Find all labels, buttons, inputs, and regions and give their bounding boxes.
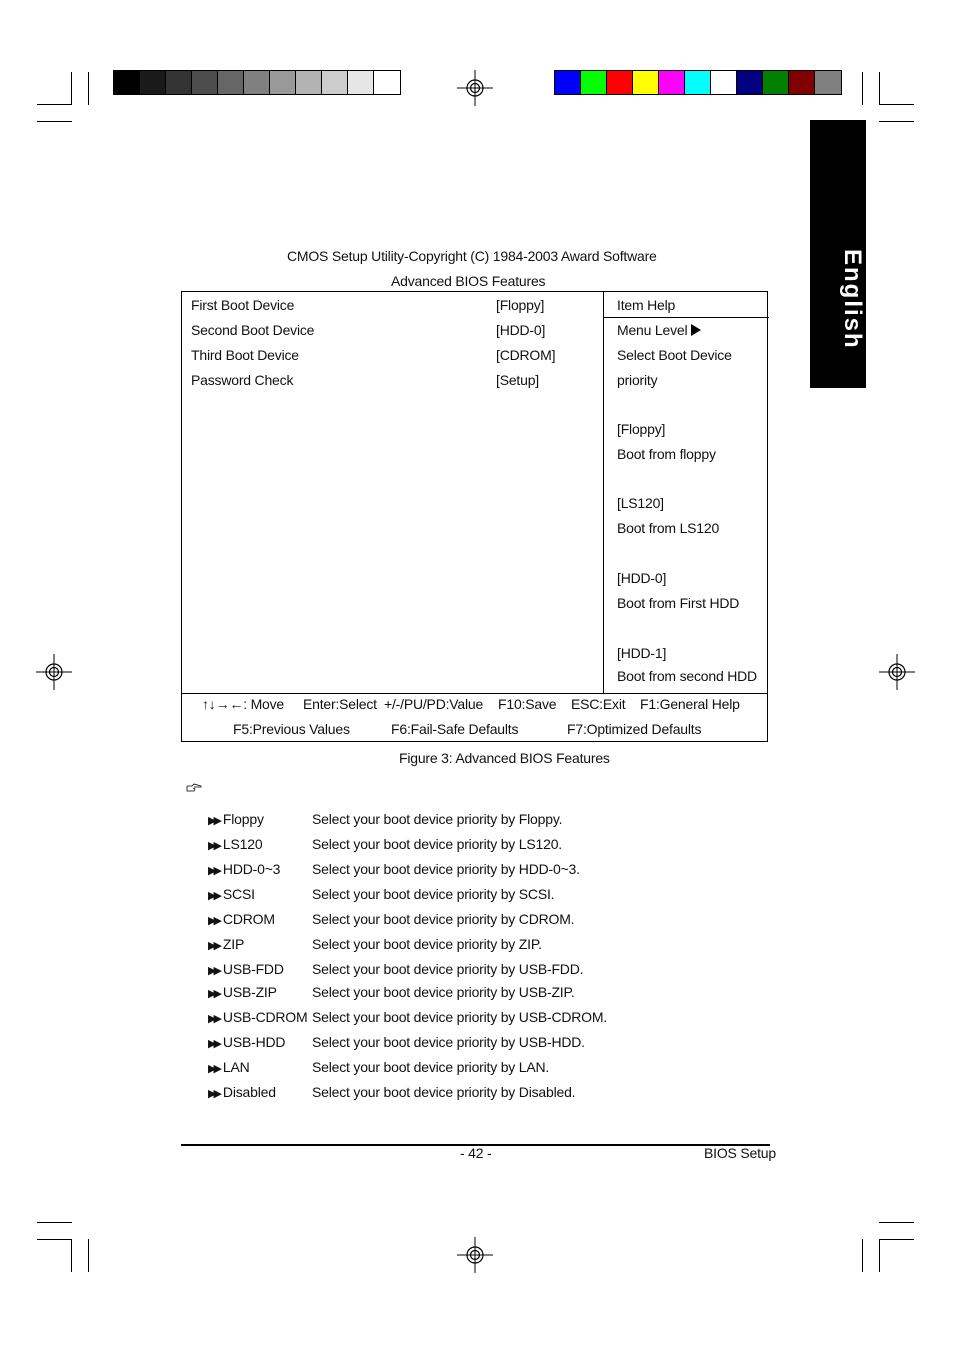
bios-header-copyright: CMOS Setup Utility-Copyright (C) 1984-2003 Award Software: [287, 248, 657, 264]
double-arrow-icon: ▶▶: [208, 840, 219, 852]
option-name: USB-HDD: [222, 1034, 286, 1050]
double-arrow-icon: ▶▶: [208, 1038, 219, 1050]
menu-level: [617, 322, 701, 338]
option-name: Disabled: [222, 1084, 276, 1100]
grayscale-calibration-strip: [113, 70, 401, 95]
double-arrow-icon: ▶▶: [208, 965, 219, 977]
option-name: CDROM: [222, 911, 275, 927]
figure-caption: Figure 3: Advanced BIOS Features: [399, 750, 610, 766]
option-desc: Select your boot device priority by HDD-0~3.: [312, 861, 580, 877]
gray-swatch: [348, 71, 374, 94]
gray-swatch: [322, 71, 348, 94]
color-swatch: [633, 71, 659, 94]
key-select: Enter:Select: [303, 696, 377, 712]
color-swatch: [737, 71, 763, 94]
setting-value-password-check[interactable]: [Setup]: [496, 372, 539, 388]
registration-mark-icon: [457, 1237, 493, 1273]
key-previous-values: F5:Previous Values: [233, 721, 350, 737]
color-swatch: [711, 71, 737, 94]
color-swatch: [815, 71, 841, 94]
list-item: [208, 911, 275, 929]
gray-swatch: [192, 71, 218, 94]
gray-swatch: [270, 71, 296, 94]
gray-swatch: [140, 71, 166, 94]
key-value: +/-/PU/PD:Value: [384, 696, 484, 712]
color-calibration-strip: [554, 70, 842, 95]
key-exit: ESC:Exit: [571, 696, 626, 712]
double-arrow-icon: ▶▶: [208, 815, 219, 827]
gray-swatch: [244, 71, 270, 94]
option-name: HDD-0~3: [222, 861, 281, 877]
setting-value-third-boot-device[interactable]: [CDROM]: [496, 347, 556, 363]
list-item: [208, 861, 280, 879]
option-desc: Select your boot device priority by CDROM.: [312, 911, 575, 927]
double-arrow-icon: ▶▶: [208, 890, 219, 902]
option-desc: Select your boot device priority by USB-FDD.: [312, 961, 584, 977]
list-item: [208, 1009, 307, 1027]
help-line: priority: [617, 372, 658, 388]
option-name: SCSI: [222, 886, 255, 902]
double-arrow-icon: ▶▶: [208, 915, 219, 927]
menu-level-label: Menu Level: [617, 322, 688, 338]
list-item: [208, 886, 255, 904]
list-item: [208, 1059, 250, 1077]
help-line: [HDD-1]: [617, 645, 667, 661]
arrow-right-icon: [691, 324, 701, 336]
key-fail-safe-defaults: F6:Fail-Safe Defaults: [391, 721, 519, 737]
option-desc: Select your boot device priority by LAN.: [312, 1059, 550, 1075]
double-arrow-icon: ▶▶: [208, 988, 219, 1000]
gray-swatch: [166, 71, 192, 94]
language-tab-label: English: [839, 248, 866, 350]
gray-swatch: [218, 71, 244, 94]
option-desc: Select your boot device priority by USB-ZIP.: [312, 984, 575, 1000]
color-swatch: [607, 71, 633, 94]
option-name: USB-ZIP: [222, 984, 277, 1000]
bios-header-title: Advanced BIOS Features: [391, 273, 546, 289]
color-swatch: [581, 71, 607, 94]
help-line: Select Boot Device: [617, 347, 732, 363]
list-item: [208, 1084, 276, 1102]
list-item: [208, 936, 244, 954]
color-swatch: [659, 71, 685, 94]
key-optimized-defaults: F7:Optimized Defaults: [567, 721, 702, 737]
page-number: - 42 -: [460, 1145, 492, 1161]
option-name: USB-CDROM: [222, 1009, 308, 1025]
option-name: LAN: [222, 1059, 250, 1075]
option-desc: Select your boot device priority by Disabled.: [312, 1084, 576, 1100]
gray-swatch: [374, 71, 400, 94]
item-help-title: Item Help: [617, 297, 676, 313]
help-line: [Floppy]: [617, 421, 666, 437]
option-desc: Select your boot device priority by LS120.: [312, 836, 562, 852]
list-item: [208, 811, 264, 829]
double-arrow-icon: ▶▶: [208, 1063, 219, 1075]
list-item: [208, 961, 284, 979]
option-desc: Select your boot device priority by USB-CDROM.: [312, 1009, 608, 1025]
double-arrow-icon: ▶▶: [208, 1088, 219, 1100]
list-item: [208, 836, 262, 854]
setting-label-second-boot-device[interactable]: Second Boot Device: [191, 322, 315, 338]
color-swatch: [685, 71, 711, 94]
setting-value-second-boot-device[interactable]: [HDD-0]: [496, 322, 546, 338]
double-arrow-icon: ▶▶: [208, 1013, 219, 1025]
registration-mark-icon: [457, 70, 493, 106]
key-general-help: F1:General Help: [640, 696, 740, 712]
pointing-hand-icon: [186, 783, 202, 793]
option-desc: Select your boot device priority by USB-HDD.: [312, 1034, 585, 1050]
option-desc: Select your boot device priority by ZIP.: [312, 936, 542, 952]
help-line: Boot from second HDD: [617, 668, 757, 684]
setting-label-third-boot-device[interactable]: Third Boot Device: [191, 347, 299, 363]
setting-label-password-check[interactable]: Password Check: [191, 372, 294, 388]
option-desc: Select your boot device priority by SCSI.: [312, 886, 555, 902]
help-line: Boot from First HDD: [617, 595, 740, 611]
option-desc: Select your boot device priority by Floppy.: [312, 811, 563, 827]
list-item: [208, 984, 277, 1002]
color-swatch: [555, 71, 581, 94]
list-item: [208, 1034, 285, 1052]
registration-mark-icon: [36, 654, 72, 690]
gray-swatch: [296, 71, 322, 94]
option-name: USB-FDD: [222, 961, 284, 977]
help-line: Boot from LS120: [617, 520, 720, 536]
registration-mark-icon: [879, 654, 915, 690]
option-name: LS120: [222, 836, 263, 852]
double-arrow-icon: ▶▶: [208, 940, 219, 952]
help-line: [LS120]: [617, 495, 664, 511]
gray-swatch: [114, 71, 140, 94]
color-swatch: [789, 71, 815, 94]
help-line: Boot from floppy: [617, 446, 716, 462]
help-line: [HDD-0]: [617, 570, 667, 586]
color-swatch: [763, 71, 789, 94]
key-move: ↑↓→←: Move: [202, 696, 285, 712]
setting-label-first-boot-device[interactable]: First Boot Device: [191, 297, 295, 313]
key-save: F10:Save: [498, 696, 557, 712]
option-name: ZIP: [222, 936, 245, 952]
option-name: Floppy: [222, 811, 264, 827]
double-arrow-icon: ▶▶: [208, 865, 219, 877]
section-name: BIOS Setup: [704, 1145, 776, 1161]
setting-value-first-boot-device[interactable]: [Floppy]: [496, 297, 545, 313]
